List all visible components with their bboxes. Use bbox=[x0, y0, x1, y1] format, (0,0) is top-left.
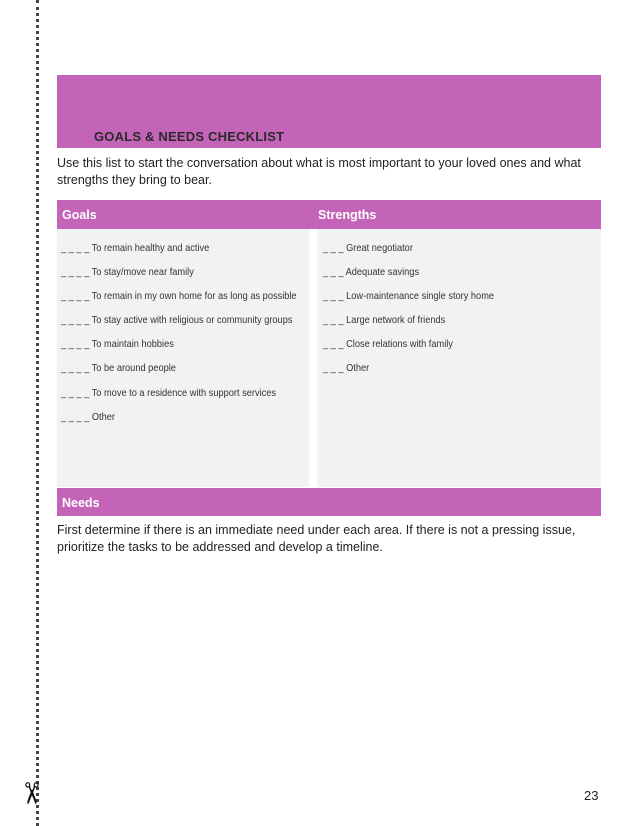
strength-item: _ _ _ Other bbox=[323, 362, 370, 374]
strength-item: _ _ _ Low-maintenance single story home bbox=[323, 290, 495, 302]
needs-text: First determine if there is an immediate need under each area. If there is not a pressing issue, prioritize the tasks to be addressed and develop a timeline. bbox=[57, 523, 576, 554]
goal-item: _ _ _ _ To move to a residence with support services bbox=[61, 387, 277, 399]
strengths-heading: Strengths bbox=[318, 208, 377, 222]
goals-strengths-header bbox=[57, 200, 601, 229]
scissors-icon: ✂ bbox=[13, 780, 49, 807]
needs-heading: Needs bbox=[62, 496, 100, 510]
strengths-column bbox=[317, 229, 601, 487]
goal-item: _ _ _ _ To remain healthy and active bbox=[61, 242, 210, 254]
goal-item: _ _ _ _ To maintain hobbies bbox=[61, 338, 174, 350]
strength-item: _ _ _ Great negotiator bbox=[323, 242, 413, 254]
goal-item: _ _ _ _ To stay/move near family bbox=[61, 266, 194, 278]
intro-text: Use this list to start the conversation about what is most important to your loved ones and what strengths they bring to bear. bbox=[57, 156, 581, 187]
cut-line bbox=[36, 0, 39, 826]
strength-item: _ _ _ Adequate savings bbox=[323, 266, 420, 278]
needs-header bbox=[57, 488, 601, 516]
goals-column bbox=[57, 229, 309, 487]
page-number: 23 bbox=[584, 788, 599, 803]
page-title: GOALS & NEEDS CHECKLIST bbox=[94, 129, 285, 144]
goal-item: _ _ _ _ Other bbox=[61, 411, 115, 423]
goal-item: _ _ _ _ To be around people bbox=[61, 362, 176, 374]
goal-item: _ _ _ _ To stay active with religious or community groups bbox=[61, 314, 293, 326]
goal-item: _ _ _ _ To remain in my own home for as long as possible bbox=[61, 290, 297, 302]
goals-heading: Goals bbox=[62, 208, 97, 222]
strength-item: _ _ _ Large network of friends bbox=[323, 314, 446, 326]
strength-item: _ _ _ Close relations with family bbox=[323, 338, 453, 350]
